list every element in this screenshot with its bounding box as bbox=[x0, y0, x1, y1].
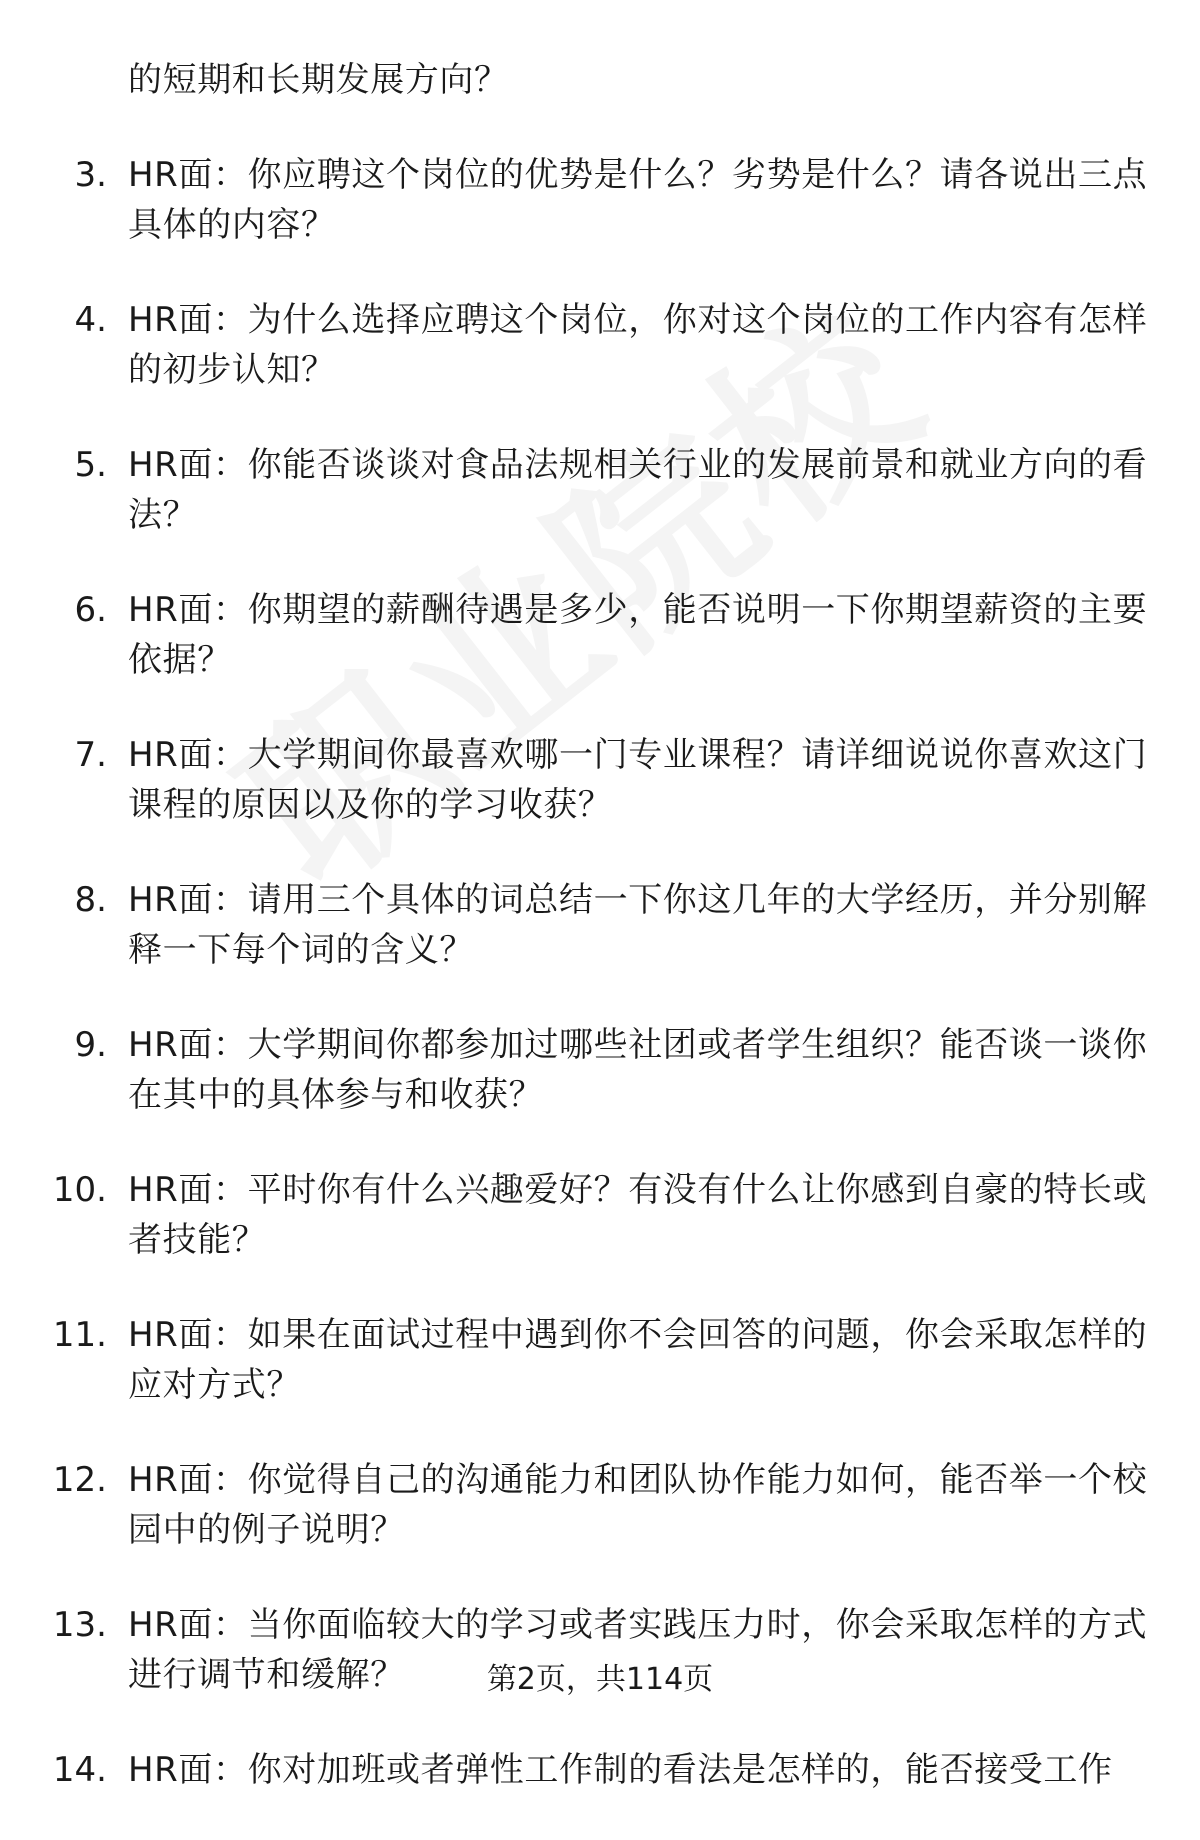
item-number: 9. bbox=[74, 1025, 107, 1065]
list-item bbox=[0, 440, 1200, 540]
item-text: HR面：大学期间你都参加过哪些社团或者学生组织？能否谈一谈你在其中的具体参与和收获？ bbox=[128, 1025, 1148, 1115]
item-number: 10. bbox=[52, 1170, 107, 1210]
item-number: 8. bbox=[74, 880, 107, 920]
item-number: 11. bbox=[52, 1315, 107, 1355]
list-item bbox=[0, 1310, 1200, 1410]
item-number: 7. bbox=[74, 735, 107, 775]
item-number: 5. bbox=[74, 445, 107, 485]
question-list bbox=[0, 55, 1200, 1840]
item-text: HR面：平时你有什么兴趣爱好？有没有什么让你感到自豪的特长或者技能？ bbox=[128, 1170, 1148, 1260]
list-item bbox=[0, 585, 1200, 685]
item-text: HR面：你期望的薪酬待遇是多少，能否说明一下你期望薪资的主要依据？ bbox=[128, 590, 1148, 680]
item-text: HR面：你对加班或者弹性工作制的看法是怎样的，能否接受工作 bbox=[128, 1750, 1113, 1790]
item-number: 14. bbox=[52, 1750, 107, 1790]
continuation-text: 的短期和长期发展方向？ bbox=[128, 60, 509, 100]
item-number: 13. bbox=[52, 1605, 107, 1645]
list-item bbox=[0, 295, 1200, 395]
item-text: HR面：如果在面试过程中遇到你不会回答的问题，你会采取怎样的应对方式？ bbox=[128, 1315, 1148, 1405]
item-text: HR面：当你面临较大的学习或者实践压力时，你会采取怎样的方式进行调节和缓解？ bbox=[128, 1605, 1148, 1695]
item-number: 3. bbox=[74, 155, 107, 195]
list-item bbox=[0, 1165, 1200, 1265]
list-item bbox=[0, 875, 1200, 975]
list-item bbox=[0, 150, 1200, 250]
item-text: HR面：你应聘这个岗位的优势是什么？劣势是什么？请各说出三点具体的内容？ bbox=[128, 155, 1148, 245]
item-text: HR面：大学期间你最喜欢哪一门专业课程？请详细说说你喜欢这门课程的原因以及你的学习收获？ bbox=[128, 735, 1148, 825]
list-item bbox=[0, 1020, 1200, 1120]
item-number: 6. bbox=[74, 590, 107, 630]
continuation-item bbox=[0, 55, 1200, 105]
item-text: HR面：你能否谈谈对食品法规相关行业的发展前景和就业方向的看法？ bbox=[128, 445, 1148, 535]
item-text: HR面：你觉得自己的沟通能力和团队协作能力如何，能否举一个校园中的例子说明？ bbox=[128, 1460, 1148, 1550]
item-number: 4. bbox=[74, 300, 107, 340]
page-footer: 第2页，共114页 bbox=[486, 1662, 714, 1697]
list-item bbox=[0, 730, 1200, 830]
list-item bbox=[0, 1745, 1200, 1795]
item-number: 12. bbox=[52, 1460, 107, 1500]
list-item bbox=[0, 1455, 1200, 1555]
item-text: HR面：请用三个具体的词总结一下你这几年的大学经历，并分别解释一下每个词的含义？ bbox=[128, 880, 1148, 970]
item-text: HR面：为什么选择应聘这个岗位，你对这个岗位的工作内容有怎样的初步认知？ bbox=[128, 300, 1148, 390]
